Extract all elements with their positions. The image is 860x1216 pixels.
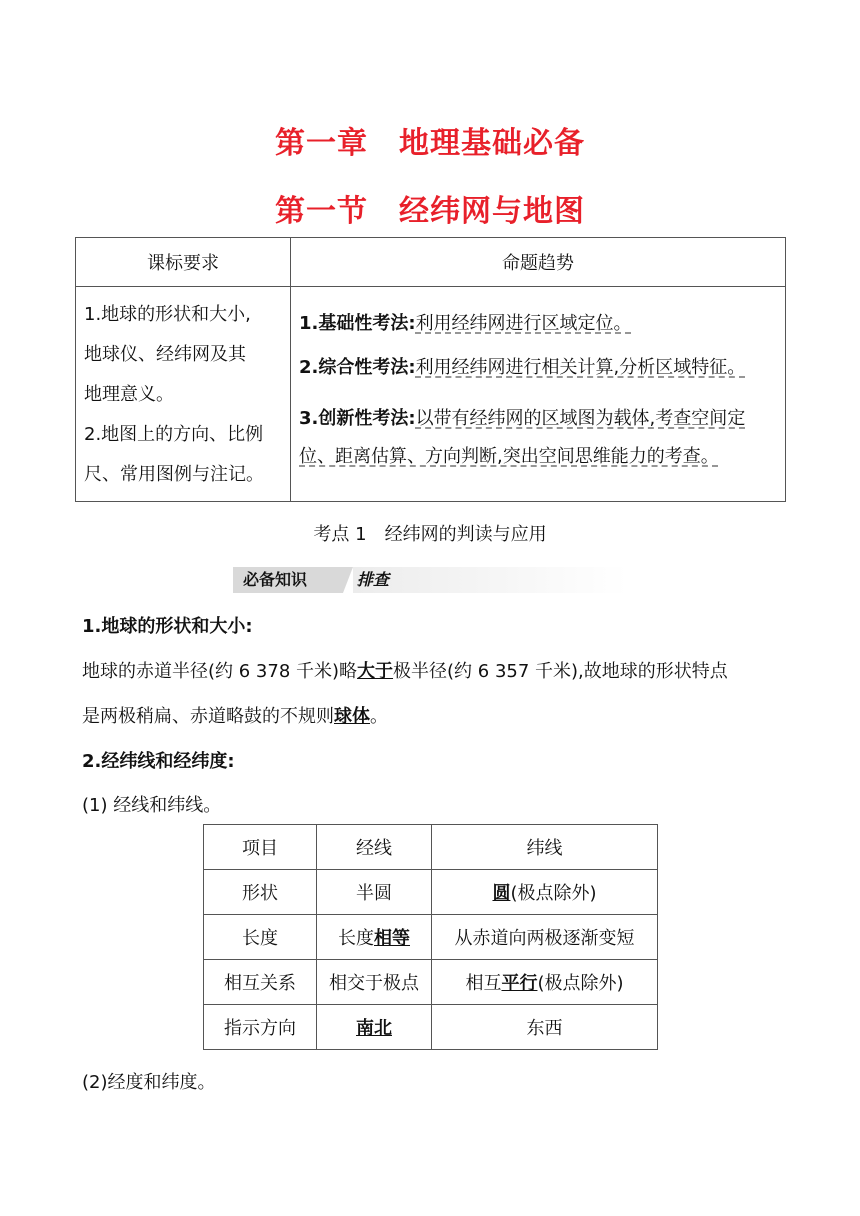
table-cell: 半圆 xyxy=(317,870,432,915)
text-run: (极点除外) xyxy=(510,883,597,904)
requirement-line: 地理意义。 xyxy=(84,384,174,405)
header-requirements: 课标要求 xyxy=(76,238,291,287)
banner-subtitle: 排查 xyxy=(353,567,628,593)
answer-blank: 南北 xyxy=(356,1018,392,1039)
trend-label: 1.基础性考法: xyxy=(299,313,416,334)
table-cell: 经线 xyxy=(317,825,432,870)
table-cell: 形状 xyxy=(204,870,317,915)
subsection-heading: (1) 经线和纬线。 xyxy=(82,795,222,816)
answer-blank: 圆 xyxy=(492,883,511,904)
subsection-heading: (2)经度和纬度。 xyxy=(82,1072,216,1093)
trend-text: 位、距离估算、方向判断,突出空间思维能力的考查。 xyxy=(299,446,719,467)
requirement-line: 地球仪、经纬网及其 xyxy=(84,344,246,365)
table-cell: 从赤道向两极逐渐变短 xyxy=(432,915,658,960)
table-row xyxy=(204,870,658,915)
table-cell: 纬线 xyxy=(432,825,658,870)
kaodian-title: 考点 1 经纬网的判读与应用 xyxy=(313,524,547,545)
answer-blank: 相等 xyxy=(374,928,410,949)
text-run: 相互 xyxy=(465,973,502,994)
paragraph-line xyxy=(82,702,388,728)
banner-tab: 必备知识 xyxy=(233,567,343,593)
table-cell: 长度 xyxy=(204,915,317,960)
trend-text: 利用经纬网进行相关计算,分析区域特征。 xyxy=(415,357,746,378)
table-cell xyxy=(317,1005,432,1050)
table-cell: 项目 xyxy=(204,825,317,870)
table-cell xyxy=(317,915,432,960)
answer-blank: 大于 xyxy=(357,661,394,682)
text-run: (极点除外) xyxy=(537,973,624,994)
table-row xyxy=(204,1005,658,1050)
header-trends: 命题趋势 xyxy=(291,238,786,287)
table-row xyxy=(204,960,658,1005)
requirement-line: 尺、常用图例与注记。 xyxy=(84,464,264,485)
curriculum-table xyxy=(75,237,786,502)
meridian-parallel-table xyxy=(203,824,658,1050)
trend-text: 利用经纬网进行区域定位。 xyxy=(415,313,632,334)
answer-blank: 球体 xyxy=(334,706,370,727)
table-row xyxy=(204,915,658,960)
section-heading: 2.经纬线和经纬度: xyxy=(82,751,235,772)
table-cell: 东西 xyxy=(432,1005,658,1050)
table-cell: 相互关系 xyxy=(204,960,317,1005)
trend-item xyxy=(299,400,779,476)
paragraph-line xyxy=(82,657,728,683)
requirement-line: 2.地图上的方向、比例 xyxy=(84,424,264,445)
text-run: 极半径(约 6 357 千米),故地球的形状特点 xyxy=(393,661,728,682)
table-header-row xyxy=(204,825,658,870)
requirements-cell xyxy=(76,287,291,502)
table-cell: 相交于极点 xyxy=(317,960,432,1005)
text-run: 长度 xyxy=(338,928,374,949)
table-cell: 指示方向 xyxy=(204,1005,317,1050)
trend-item xyxy=(299,356,779,380)
trends-cell xyxy=(291,287,786,502)
trend-label: 3.创新性考法: xyxy=(299,408,416,429)
trend-item xyxy=(299,312,779,336)
trend-label: 2.综合性考法: xyxy=(299,357,416,378)
section-title: 第一节 经纬网与地图 xyxy=(275,194,585,229)
table-cell xyxy=(432,960,658,1005)
knowledge-banner xyxy=(233,567,628,593)
requirement-line: 1.地球的形状和大小, xyxy=(84,304,251,325)
trend-text: 以带有经纬网的区域图为载体,考查空间定 xyxy=(415,408,746,429)
chapter-title: 第一章 地理基础必备 xyxy=(275,126,585,161)
answer-blank: 平行 xyxy=(501,973,538,994)
text-run: 。 xyxy=(370,706,388,727)
table-cell xyxy=(432,870,658,915)
section-heading: 1.地球的形状和大小: xyxy=(82,616,253,637)
text-run: 地球的赤道半径(约 6 378 千米)略 xyxy=(82,661,358,682)
table-row xyxy=(76,287,786,502)
text-run: 是两极稍扁、赤道略鼓的不规则 xyxy=(82,706,334,727)
table-header-row xyxy=(76,238,786,287)
